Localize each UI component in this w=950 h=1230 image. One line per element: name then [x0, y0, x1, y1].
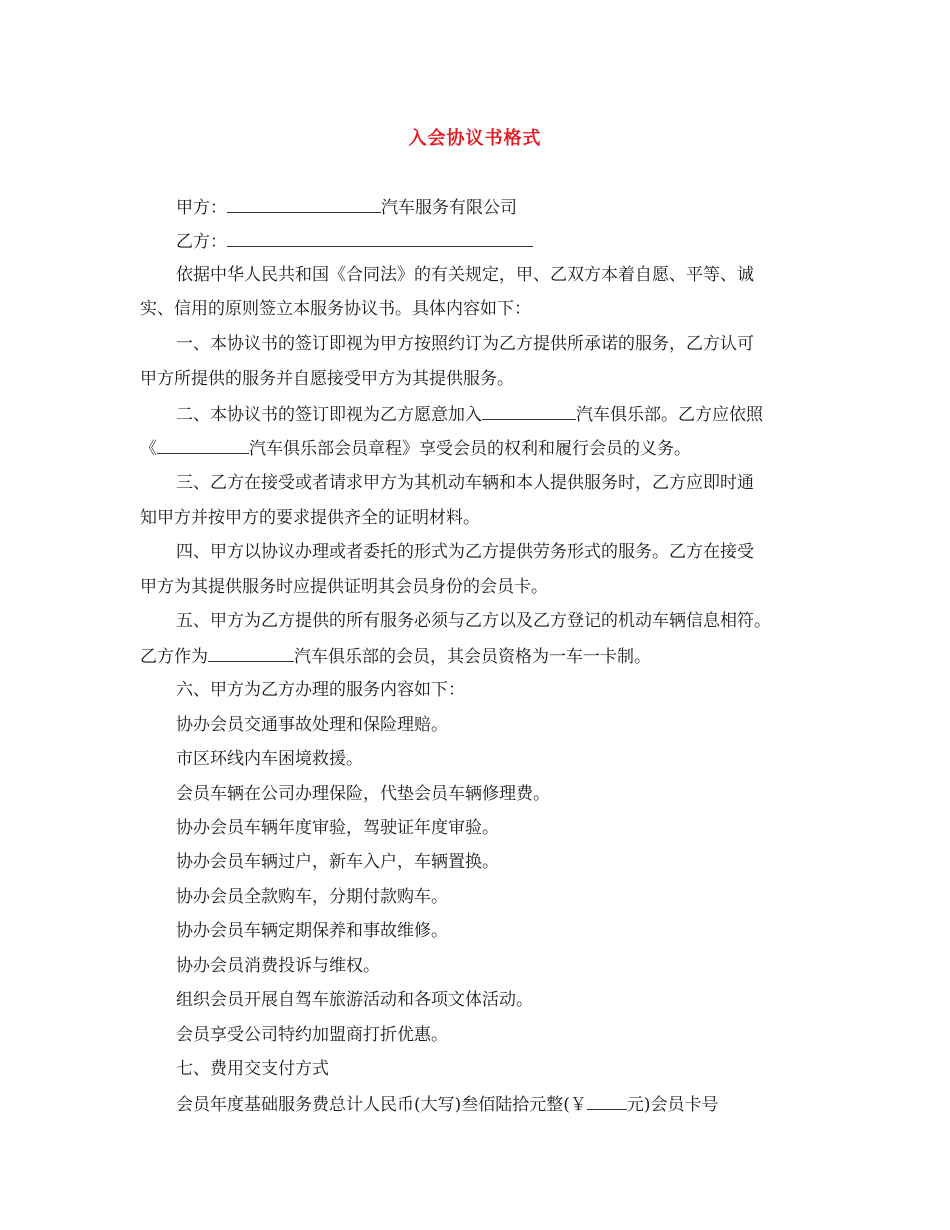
clause-3-line-2: 知甲方并按甲方的要求提供齐全的证明材料。: [140, 508, 480, 528]
party-a-suffix: 汽车服务有限公司: [381, 198, 517, 218]
clause-5-line-1: 五、甲方为乙方提供的所有服务必须与乙方以及乙方登记的机动车辆信息相符。: [176, 611, 771, 631]
clause-2-line-1: [176, 403, 763, 426]
service-item: 协办会员交通事故处理和保险理赔。: [176, 715, 448, 735]
service-item: 会员享受公司特约加盟商打折优惠。: [176, 1025, 448, 1045]
intro-line-1: 依据中华人民共和国《合同法》的有关规定，甲、乙双方本着自愿、平等、诚: [176, 265, 754, 285]
service-item: 协办会员车辆年度审验，驾驶证年度审验。: [176, 818, 499, 838]
clause-5-line-2: [140, 645, 651, 668]
clause-7-line-1: [176, 1093, 719, 1116]
clause-2-text-b: 汽车俱乐部。乙方应依照: [576, 405, 763, 425]
party-b-label: 乙方：: [176, 232, 227, 252]
service-item: 组织会员开展自驾车旅游活动和各项文体活动。: [176, 990, 533, 1010]
party-b-blank[interactable]: [227, 230, 533, 247]
club-name-blank-3[interactable]: [208, 645, 294, 662]
party-a-line: [176, 196, 517, 219]
clause-7-heading: 七、费用交支付方式: [176, 1059, 329, 1079]
club-name-blank-1[interactable]: [482, 403, 576, 420]
clause-1-line-1: 一、本协议书的签订即视为甲方按照约订为乙方提供所承诺的服务，乙方认可: [176, 334, 754, 354]
party-a-label: 甲方：: [176, 198, 227, 218]
clause-6-heading: 六、甲方为乙方办理的服务内容如下：: [176, 680, 465, 700]
fee-text-b: 元)会员卡号: [626, 1095, 719, 1115]
clause-2-line-2: [140, 437, 691, 460]
party-a-blank[interactable]: [227, 196, 381, 213]
club-name-blank-2[interactable]: [157, 437, 249, 454]
clause-1-line-2: 甲方所提供的服务并自愿接受甲方为其提供服务。: [140, 369, 514, 389]
intro-line-2: 实、信用的原则签立本服务协议书。具体内容如下：: [140, 299, 531, 319]
clause-2-text-a: 二、本协议书的签订即视为乙方愿意加入: [176, 405, 482, 425]
service-item: 协办会员车辆定期保养和事故维修。: [176, 921, 448, 941]
service-item: 协办会员全款购车，分期付款购车。: [176, 887, 448, 907]
clause-5-text-a: 乙方作为: [140, 647, 208, 667]
clause-2-text-d: 汽车俱乐部会员章程》享受会员的权利和履行会员的义务。: [249, 439, 691, 459]
clause-4-line-2: 甲方为其提供服务时应提供证明其会员身份的会员卡。: [140, 577, 548, 597]
clause-5-text-b: 汽车俱乐部的会员，其会员资格为一车一卡制。: [294, 647, 651, 667]
service-item: 协办会员车辆过户，新车入户，车辆置换。: [176, 852, 499, 872]
service-item: 会员车辆在公司办理保险，代垫会员车辆修理费。: [176, 784, 550, 804]
clause-2-text-c: 《: [140, 439, 157, 459]
document-title: 入会协议书格式: [408, 128, 542, 149]
clause-4-line-1: 四、甲方以协议办理或者委托的形式为乙方提供劳务形式的服务。乙方在接受: [176, 542, 754, 562]
fee-text-a: 会员年度基础服务费总计人民币(大写)叁佰陆拾元整(￥: [176, 1095, 587, 1115]
party-b-line: [176, 230, 533, 253]
service-item: 市区环线内车困境救援。: [176, 749, 363, 769]
fee-amount-blank[interactable]: [587, 1093, 627, 1110]
clause-3-line-1: 三、乙方在接受或者请求甲方为其机动车辆和本人提供服务时，乙方应即时通: [176, 473, 754, 493]
service-item: 协办会员消费投诉与维权。: [176, 956, 380, 976]
